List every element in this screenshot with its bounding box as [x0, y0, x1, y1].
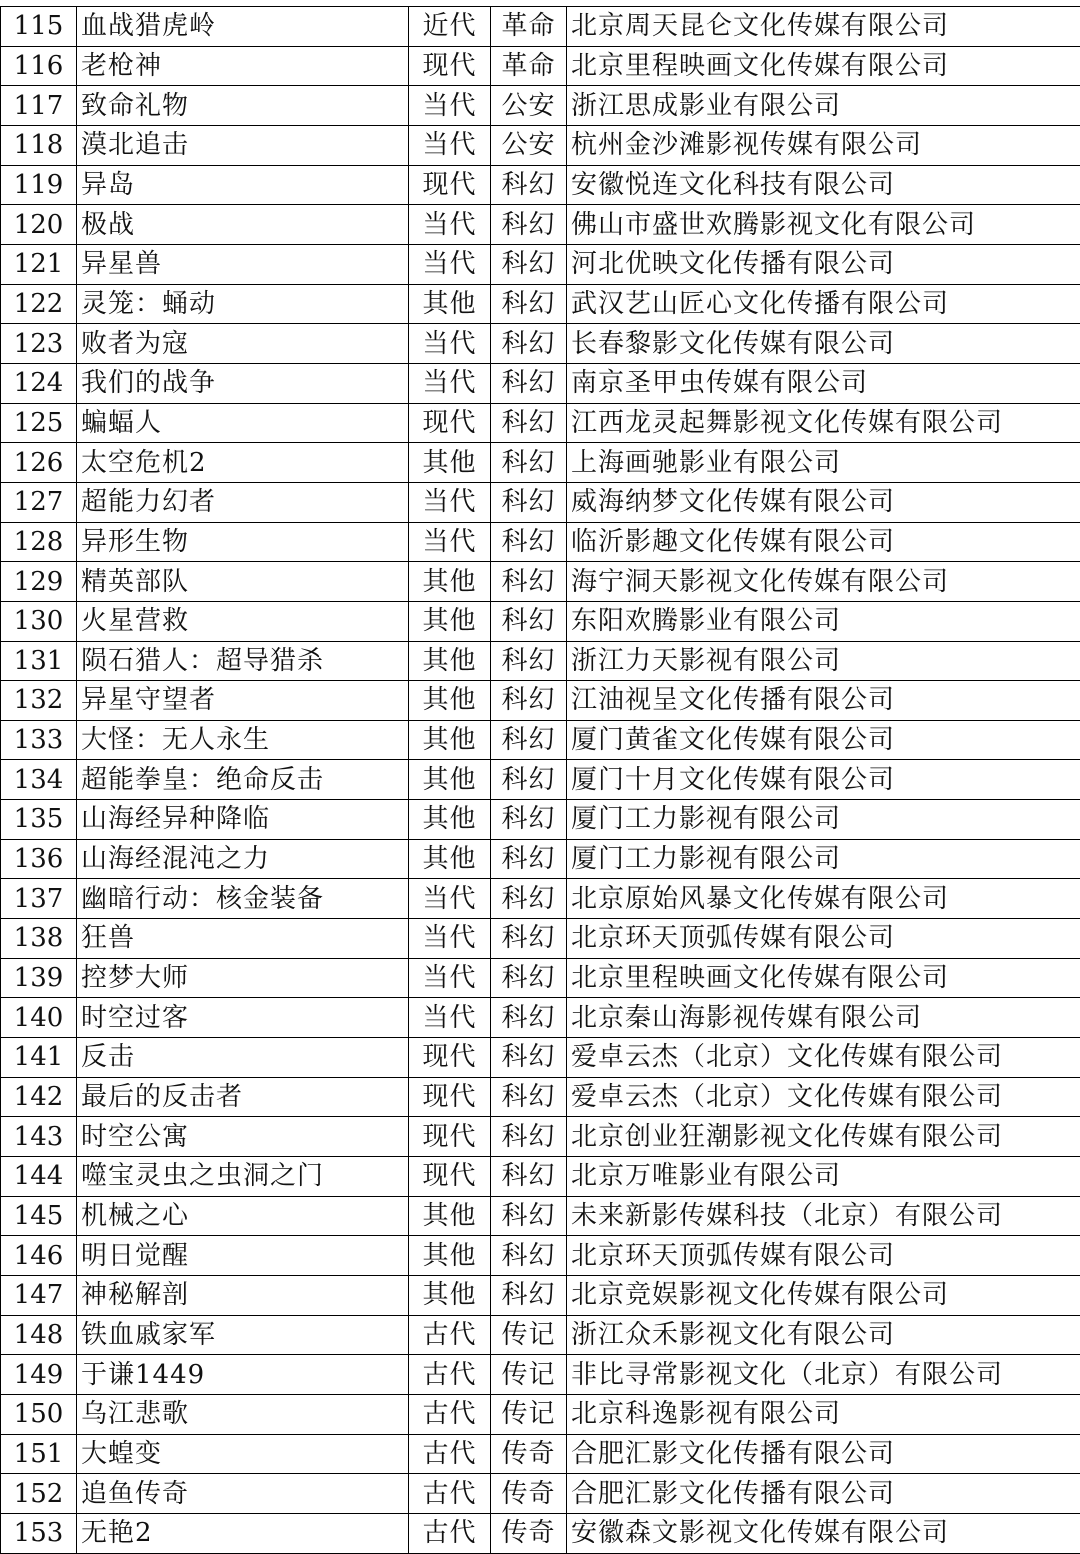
film-title-cell: 精英部队: [77, 562, 409, 602]
row-number-cell: 121: [1, 244, 77, 284]
table-row: [1, 1077, 1080, 1117]
era-cell: 当代: [409, 86, 491, 126]
company-cell: 北京环天顶弧传媒有限公司: [567, 919, 1080, 959]
company-cell: 厦门工力影视有限公司: [567, 800, 1080, 840]
era-cell: 现代: [409, 46, 491, 86]
film-title-cell: 火星营救: [77, 601, 409, 641]
company-cell: 上海画驰影业有限公司: [567, 443, 1080, 483]
row-number-cell: 115: [1, 7, 77, 47]
company-cell: 南京圣甲虫传媒有限公司: [567, 363, 1080, 403]
row-number-cell: 124: [1, 363, 77, 403]
era-cell: 当代: [409, 919, 491, 959]
table-row: [1, 46, 1080, 86]
row-number-cell: 144: [1, 1157, 77, 1197]
row-number-cell: 146: [1, 1236, 77, 1276]
company-cell: 非比寻常影视文化（北京）有限公司: [567, 1355, 1080, 1395]
era-cell: 古代: [409, 1434, 491, 1474]
company-cell: 北京原始风暴文化传媒有限公司: [567, 879, 1080, 919]
era-cell: 当代: [409, 244, 491, 284]
era-cell: 当代: [409, 363, 491, 403]
company-cell: 河北优映文化传播有限公司: [567, 244, 1080, 284]
film-title-cell: 异星守望者: [77, 681, 409, 721]
table-row: [1, 1315, 1080, 1355]
row-number-cell: 130: [1, 601, 77, 641]
row-number-cell: 129: [1, 562, 77, 602]
film-title-cell: 最后的反击者: [77, 1077, 409, 1117]
table-row: [1, 1394, 1080, 1434]
film-title-cell: 超能力幻者: [77, 482, 409, 522]
company-cell: 合肥汇影文化传播有限公司: [567, 1434, 1080, 1474]
era-cell: 古代: [409, 1394, 491, 1434]
row-number-cell: 150: [1, 1394, 77, 1434]
genre-cell: 科幻: [491, 1157, 567, 1197]
company-cell: 安徽悦连文化科技有限公司: [567, 165, 1080, 205]
table-row: [1, 86, 1080, 126]
company-cell: 安徽森文影视文化传媒有限公司: [567, 1513, 1080, 1553]
era-cell: 其他: [409, 1276, 491, 1316]
row-number-cell: 147: [1, 1276, 77, 1316]
era-cell: 现代: [409, 1157, 491, 1197]
film-registration-table: [0, 6, 1080, 1554]
film-title-cell: 山海经混沌之力: [77, 839, 409, 879]
company-cell: 北京竞娱影视文化传媒有限公司: [567, 1276, 1080, 1316]
genre-cell: 科幻: [491, 998, 567, 1038]
company-cell: 北京里程映画文化传媒有限公司: [567, 46, 1080, 86]
era-cell: 其他: [409, 641, 491, 681]
era-cell: 当代: [409, 125, 491, 165]
row-number-cell: 141: [1, 1038, 77, 1078]
company-cell: 浙江众禾影视文化有限公司: [567, 1315, 1080, 1355]
genre-cell: 革命: [491, 46, 567, 86]
row-number-cell: 151: [1, 1434, 77, 1474]
era-cell: 当代: [409, 998, 491, 1038]
era-cell: 古代: [409, 1474, 491, 1514]
era-cell: 现代: [409, 1117, 491, 1157]
company-cell: 北京秦山海影视传媒有限公司: [567, 998, 1080, 1038]
genre-cell: 科幻: [491, 1038, 567, 1078]
company-cell: 江油视呈文化传播有限公司: [567, 681, 1080, 721]
row-number-cell: 138: [1, 919, 77, 959]
film-title-cell: 控梦大师: [77, 958, 409, 998]
company-cell: 爱卓云杰（北京）文化传媒有限公司: [567, 1077, 1080, 1117]
table-row: [1, 522, 1080, 562]
table-row: [1, 720, 1080, 760]
company-cell: 厦门工力影视有限公司: [567, 839, 1080, 879]
table-row: [1, 1236, 1080, 1276]
film-title-cell: 我们的战争: [77, 363, 409, 403]
genre-cell: 科幻: [491, 205, 567, 245]
company-cell: 北京环天顶弧传媒有限公司: [567, 1236, 1080, 1276]
row-number-cell: 117: [1, 86, 77, 126]
film-title-cell: 漠北追击: [77, 125, 409, 165]
genre-cell: 科幻: [491, 839, 567, 879]
genre-cell: 传奇: [491, 1434, 567, 1474]
genre-cell: 公安: [491, 125, 567, 165]
table-row: [1, 1117, 1080, 1157]
table-row: [1, 641, 1080, 681]
film-title-cell: 超能拳皇：绝命反击: [77, 760, 409, 800]
genre-cell: 科幻: [491, 681, 567, 721]
table-row: [1, 958, 1080, 998]
table-row: [1, 125, 1080, 165]
era-cell: 现代: [409, 165, 491, 205]
table-row: [1, 879, 1080, 919]
table-row: [1, 839, 1080, 879]
company-cell: 长春黎影文化传媒有限公司: [567, 324, 1080, 364]
film-title-cell: 异星兽: [77, 244, 409, 284]
row-number-cell: 125: [1, 403, 77, 443]
film-title-cell: 机械之心: [77, 1196, 409, 1236]
table-row: [1, 1355, 1080, 1395]
row-number-cell: 133: [1, 720, 77, 760]
company-cell: 临沂影趣文化传媒有限公司: [567, 522, 1080, 562]
film-title-cell: 致命礼物: [77, 86, 409, 126]
company-cell: 江西龙灵起舞影视文化传媒有限公司: [567, 403, 1080, 443]
company-cell: 北京科逸影视有限公司: [567, 1394, 1080, 1434]
table-row: [1, 681, 1080, 721]
film-title-cell: 老枪神: [77, 46, 409, 86]
table-row: [1, 1434, 1080, 1474]
table-row: [1, 443, 1080, 483]
film-title-cell: 败者为寇: [77, 324, 409, 364]
company-cell: 厦门十月文化传媒有限公司: [567, 760, 1080, 800]
era-cell: 古代: [409, 1355, 491, 1395]
row-number-cell: 119: [1, 165, 77, 205]
company-cell: 未来新影传媒科技（北京）有限公司: [567, 1196, 1080, 1236]
genre-cell: 传奇: [491, 1513, 567, 1553]
company-cell: 厦门黄雀文化传媒有限公司: [567, 720, 1080, 760]
era-cell: 其他: [409, 760, 491, 800]
table-row: [1, 562, 1080, 602]
row-number-cell: 149: [1, 1355, 77, 1395]
table-row: [1, 324, 1080, 364]
era-cell: 当代: [409, 205, 491, 245]
table-row: [1, 919, 1080, 959]
genre-cell: 科幻: [491, 324, 567, 364]
film-title-cell: 明日觉醒: [77, 1236, 409, 1276]
genre-cell: 科幻: [491, 363, 567, 403]
row-number-cell: 135: [1, 800, 77, 840]
company-cell: 北京万唯影业有限公司: [567, 1157, 1080, 1197]
company-cell: 北京创业狂潮影视文化传媒有限公司: [567, 1117, 1080, 1157]
era-cell: 其他: [409, 601, 491, 641]
era-cell: 其他: [409, 1196, 491, 1236]
row-number-cell: 148: [1, 1315, 77, 1355]
era-cell: 现代: [409, 1077, 491, 1117]
genre-cell: 科幻: [491, 1077, 567, 1117]
genre-cell: 科幻: [491, 482, 567, 522]
genre-cell: 科幻: [491, 522, 567, 562]
company-cell: 东阳欢腾影业有限公司: [567, 601, 1080, 641]
film-title-cell: 太空危机2: [77, 443, 409, 483]
genre-cell: 科幻: [491, 879, 567, 919]
era-cell: 其他: [409, 562, 491, 602]
era-cell: 其他: [409, 1236, 491, 1276]
table-body: [1, 7, 1080, 1554]
genre-cell: 科幻: [491, 760, 567, 800]
row-number-cell: 127: [1, 482, 77, 522]
table-row: [1, 1157, 1080, 1197]
film-title-cell: 极战: [77, 205, 409, 245]
film-title-cell: 神秘解剖: [77, 1276, 409, 1316]
film-title-cell: 铁血戚家军: [77, 1315, 409, 1355]
film-title-cell: 时空公寓: [77, 1117, 409, 1157]
row-number-cell: 153: [1, 1513, 77, 1553]
table-row: [1, 284, 1080, 324]
film-title-cell: 异岛: [77, 165, 409, 205]
company-cell: 浙江思成影业有限公司: [567, 86, 1080, 126]
genre-cell: 传奇: [491, 1474, 567, 1514]
era-cell: 当代: [409, 879, 491, 919]
row-number-cell: 122: [1, 284, 77, 324]
era-cell: 其他: [409, 720, 491, 760]
row-number-cell: 126: [1, 443, 77, 483]
row-number-cell: 136: [1, 839, 77, 879]
table-row: [1, 1196, 1080, 1236]
film-title-cell: 陨石猎人：超导猎杀: [77, 641, 409, 681]
row-number-cell: 139: [1, 958, 77, 998]
company-cell: 威海纳梦文化传媒有限公司: [567, 482, 1080, 522]
genre-cell: 科幻: [491, 443, 567, 483]
table-row: [1, 1474, 1080, 1514]
table-row: [1, 205, 1080, 245]
genre-cell: 科幻: [491, 958, 567, 998]
genre-cell: 科幻: [491, 244, 567, 284]
row-number-cell: 152: [1, 1474, 77, 1514]
genre-cell: 科幻: [491, 800, 567, 840]
company-cell: 北京周天昆仑文化传媒有限公司: [567, 7, 1080, 47]
film-title-cell: 追鱼传奇: [77, 1474, 409, 1514]
film-title-cell: 灵笼：蛹动: [77, 284, 409, 324]
film-title-cell: 乌江悲歌: [77, 1394, 409, 1434]
row-number-cell: 123: [1, 324, 77, 364]
company-cell: 佛山市盛世欢腾影视文化有限公司: [567, 205, 1080, 245]
era-cell: 近代: [409, 7, 491, 47]
genre-cell: 公安: [491, 86, 567, 126]
row-number-cell: 131: [1, 641, 77, 681]
genre-cell: 科幻: [491, 284, 567, 324]
row-number-cell: 140: [1, 998, 77, 1038]
company-cell: 海宁洞天影视文化传媒有限公司: [567, 562, 1080, 602]
era-cell: 其他: [409, 443, 491, 483]
film-title-cell: 异形生物: [77, 522, 409, 562]
company-cell: 合肥汇影文化传播有限公司: [567, 1474, 1080, 1514]
film-title-cell: 时空过客: [77, 998, 409, 1038]
genre-cell: 科幻: [491, 1276, 567, 1316]
company-cell: 杭州金沙滩影视传媒有限公司: [567, 125, 1080, 165]
row-number-cell: 145: [1, 1196, 77, 1236]
era-cell: 现代: [409, 1038, 491, 1078]
era-cell: 其他: [409, 800, 491, 840]
film-title-cell: 反击: [77, 1038, 409, 1078]
era-cell: 古代: [409, 1513, 491, 1553]
film-title-cell: 狂兽: [77, 919, 409, 959]
table-row: [1, 165, 1080, 205]
film-title-cell: 蝙蝠人: [77, 403, 409, 443]
film-title-cell: 噬宝灵虫之虫洞之门: [77, 1157, 409, 1197]
genre-cell: 科幻: [491, 165, 567, 205]
table-row: [1, 1513, 1080, 1553]
row-number-cell: 132: [1, 681, 77, 721]
table-row: [1, 601, 1080, 641]
era-cell: 其他: [409, 284, 491, 324]
company-cell: 浙江力天影视有限公司: [567, 641, 1080, 681]
era-cell: 当代: [409, 958, 491, 998]
genre-cell: 科幻: [491, 641, 567, 681]
film-title-cell: 大蝗变: [77, 1434, 409, 1474]
table-row: [1, 482, 1080, 522]
genre-cell: 科幻: [491, 1196, 567, 1236]
genre-cell: 科幻: [491, 562, 567, 602]
table-row: [1, 998, 1080, 1038]
company-cell: 北京里程映画文化传媒有限公司: [567, 958, 1080, 998]
row-number-cell: 137: [1, 879, 77, 919]
row-number-cell: 134: [1, 760, 77, 800]
row-number-cell: 118: [1, 125, 77, 165]
era-cell: 当代: [409, 324, 491, 364]
table-row: [1, 244, 1080, 284]
table-row: [1, 760, 1080, 800]
genre-cell: 科幻: [491, 919, 567, 959]
table-row: [1, 1276, 1080, 1316]
film-title-cell: 血战猎虎岭: [77, 7, 409, 47]
table-row: [1, 7, 1080, 47]
film-title-cell: 无艳2: [77, 1513, 409, 1553]
genre-cell: 科幻: [491, 601, 567, 641]
company-cell: 武汉艺山匠心文化传播有限公司: [567, 284, 1080, 324]
genre-cell: 科幻: [491, 1117, 567, 1157]
genre-cell: 传记: [491, 1315, 567, 1355]
era-cell: 其他: [409, 681, 491, 721]
era-cell: 现代: [409, 403, 491, 443]
table-row: [1, 800, 1080, 840]
genre-cell: 科幻: [491, 1236, 567, 1276]
era-cell: 当代: [409, 482, 491, 522]
genre-cell: 科幻: [491, 720, 567, 760]
genre-cell: 科幻: [491, 403, 567, 443]
film-title-cell: 幽暗行动：核金装备: [77, 879, 409, 919]
film-title-cell: 山海经异种降临: [77, 800, 409, 840]
genre-cell: 传记: [491, 1355, 567, 1395]
table-row: [1, 1038, 1080, 1078]
row-number-cell: 143: [1, 1117, 77, 1157]
table-row: [1, 363, 1080, 403]
era-cell: 其他: [409, 839, 491, 879]
row-number-cell: 120: [1, 205, 77, 245]
row-number-cell: 116: [1, 46, 77, 86]
era-cell: 当代: [409, 522, 491, 562]
genre-cell: 革命: [491, 7, 567, 47]
table-row: [1, 403, 1080, 443]
row-number-cell: 128: [1, 522, 77, 562]
row-number-cell: 142: [1, 1077, 77, 1117]
film-title-cell: 于谦1449: [77, 1355, 409, 1395]
company-cell: 爱卓云杰（北京）文化传媒有限公司: [567, 1038, 1080, 1078]
film-title-cell: 大怪：无人永生: [77, 720, 409, 760]
era-cell: 古代: [409, 1315, 491, 1355]
genre-cell: 传记: [491, 1394, 567, 1434]
